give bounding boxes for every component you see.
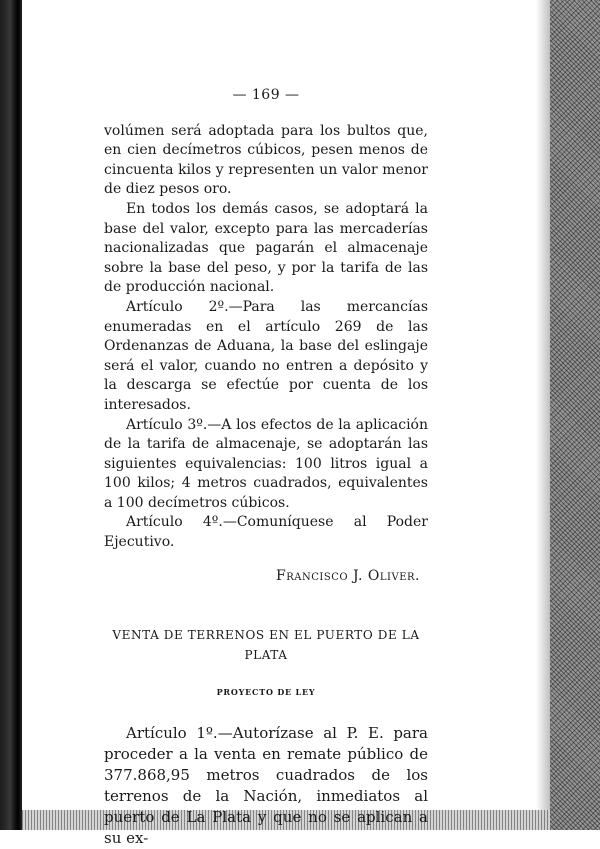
paragraph: volúmen será adoptada para los bultos que, en cien decímetros cúbicos, pesen menos de cincuenta kilos y representen un valor menor de diez pesos oro. [104,122,428,198]
paragraph-article-2: Artículo 2º.—Para las mercancías enumeradas en el artículo 269 de las Ordenanzas de Aduana, la base del eslingaje será el valor, cuando no entren a depósito y la descarga se efectúe por cuenta de los interesados. [104,298,428,413]
scan-right-edge [550,0,600,830]
signature: Francisco J. Oliver. [276,567,420,584]
section-title: VENTA DE TERRENOS EN EL PUERTO DE LA PLATA [112,628,420,662]
paragraph: En todos los demás casos, se adoptará la base del valor, excepto para las mercaderías nacionalizadas que pagarán el almacenaje sobre la base del peso, y por la tarifa de las de producción nacional. [104,200,428,296]
section-subtitle: PROYECTO DE LEY [216,687,316,698]
document-page [104,86,428,849]
page-number: — 169 — [232,87,300,103]
scan-left-edge [0,0,22,830]
paragraph-article-4: Artículo 4º.—Comuníquese al Poder Ejecutivo. [104,514,428,551]
paragraph-article-1: Artículo 1º.—Autorízase al P. E. para proceder a la venta en remate público de 377.868,95 metros cuadrados de los terrenos de la Nación, inmediatos al puerto de La Plata y que no se aplican a su ex- [104,724,428,848]
paragraph-article-3: Artículo 3º.—A los efectos de la aplicación de la tarifa de almacenaje, se adoptarán las siguientes equivalencias: 100 litros igual a 100 kilos; 4 metros cuadrados, equivalentes a 100 decímetros cúbicos. [104,416,428,511]
